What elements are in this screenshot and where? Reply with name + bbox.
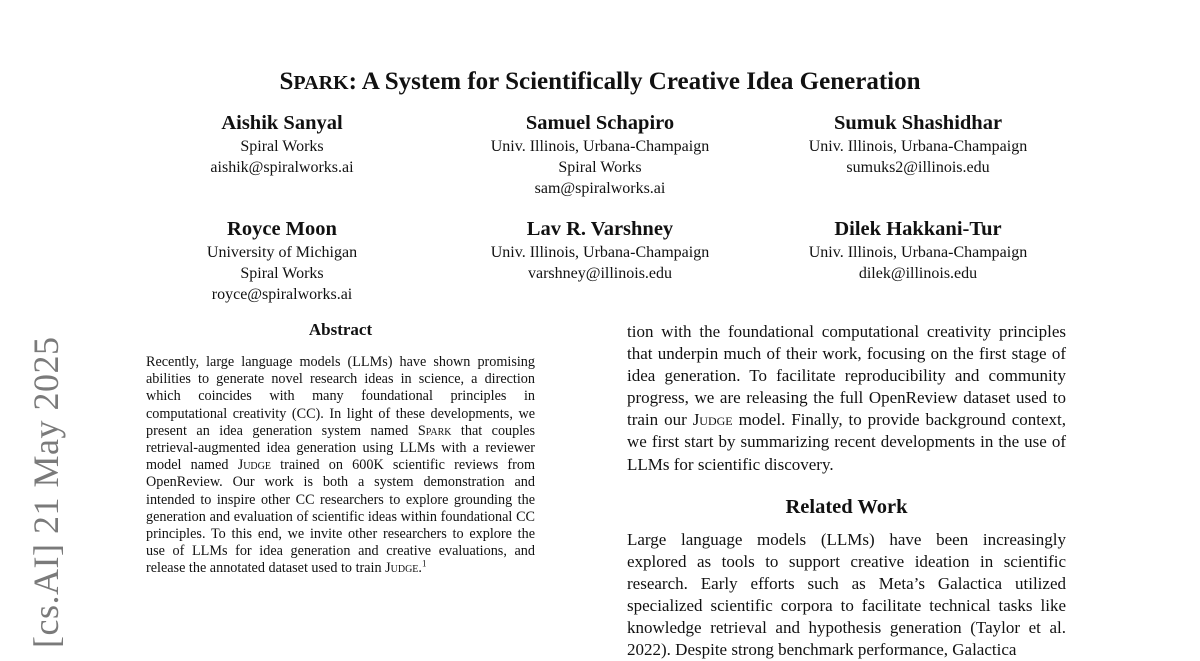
right-column — [627, 321, 1066, 661]
model-name-judge: Judge — [237, 457, 271, 474]
author-block — [450, 110, 750, 199]
author-affiliation: Spiral Works — [240, 265, 324, 282]
related-work-text: Large language models (LLMs) have been increasingly explored as tools to support creative ideation in scientific research. Early efforts such as Meta’s Galactica utilized specialized scientific corpora to facilitate technical tasks like knowledge retrieval and hypothesis generation (Taylor et al. 2022). Despite strong benchmark performance, Galactica — [627, 529, 1066, 660]
abstract-section — [146, 318, 535, 578]
author-name: Dilek Hakkani-Tur — [834, 218, 1002, 240]
title-rest: : A System for Scientifically Creative Idea Generation — [348, 68, 921, 95]
author-email: dilek@illinois.edu — [858, 265, 978, 282]
author-affiliation: Spiral Works — [558, 159, 642, 176]
arxiv-stamp: [cs.AI] 21 May 2025 — [26, 336, 66, 648]
author-block — [768, 110, 1068, 178]
title-first-letter: S — [279, 68, 294, 95]
author-name: Royce Moon — [227, 218, 337, 240]
system-name-spark: Spark — [417, 422, 452, 439]
intro-continuation-text — [627, 321, 1066, 476]
author-email: royce@spiralworks.ai — [211, 286, 353, 303]
title-smallcaps: PARK — [293, 72, 349, 94]
abstract-text-segment: Recently, large language models (LLMs) have shown promising abilities to generate novel research ideas in science, a direction which coincides with many foundational principles in computational creativity (CC). In light of these developments, we present an idea generation system named — [146, 354, 535, 439]
author-affiliation: Univ. Illinois, Urbana-Champaign — [808, 138, 1028, 155]
author-name: Lav R. Varshney — [526, 218, 674, 240]
abstract-text — [146, 354, 535, 578]
author-affiliation: University of Michigan — [206, 244, 358, 261]
author-email: sam@spiralworks.ai — [534, 180, 666, 197]
author-email: aishik@spiralworks.ai — [210, 159, 354, 176]
author-block — [768, 216, 1068, 284]
author-email: varshney@illinois.edu — [527, 265, 673, 282]
model-name-judge: Judge — [692, 410, 733, 430]
abstract-heading: Abstract — [308, 320, 373, 339]
abstract-text-segment: trained on 600K scientific reviews from OpenReview. Our work is both a system demonstration and intended to inspire other CC researchers to explore grounding the generation and evaluation of scientific ideas within foundational CC principles. To this end, we invite other researchers to explore the use of LLMs for idea generation and creative evaluations, and release the annotated dataset used to train — [146, 457, 535, 577]
author-name: Samuel Schapiro — [525, 112, 675, 134]
author-affiliation: Univ. Illinois, Urbana-Champaign — [490, 244, 710, 261]
intro-text-segment: model. Finally, to provide background context, we first start by summarizing recent developments in the use of LLMs for scientific discovery. — [627, 410, 1066, 474]
author-name: Sumuk Shashidhar — [833, 112, 1003, 134]
abstract-text-segment: that couples retrieval-augmented idea generation using LLMs with a reviewer model named — [146, 422, 535, 474]
model-name-judge: Judge — [385, 560, 419, 577]
abstract-text-segment: . — [418, 560, 422, 577]
author-block — [132, 216, 432, 305]
paper-title — [0, 66, 1200, 99]
author-name: Aishik Sanyal — [221, 112, 343, 134]
intro-text-segment: tion with the foundational computational creativity principles that underpin much of their work, focusing on the first stage of idea generation. To facilitate reproducibility and community progress, we are releasing the full OpenReview dataset used to train our — [627, 322, 1066, 430]
author-affiliation: Spiral Works — [240, 138, 324, 155]
related-work-heading: Related Work — [785, 495, 908, 518]
author-affiliation: Univ. Illinois, Urbana-Champaign — [808, 244, 1028, 261]
footnote-marker[interactable]: 1 — [421, 558, 427, 569]
author-block — [450, 216, 750, 284]
author-email: sumuks2@illinois.edu — [846, 159, 990, 176]
author-block — [132, 110, 432, 178]
author-affiliation: Univ. Illinois, Urbana-Champaign — [490, 138, 710, 155]
